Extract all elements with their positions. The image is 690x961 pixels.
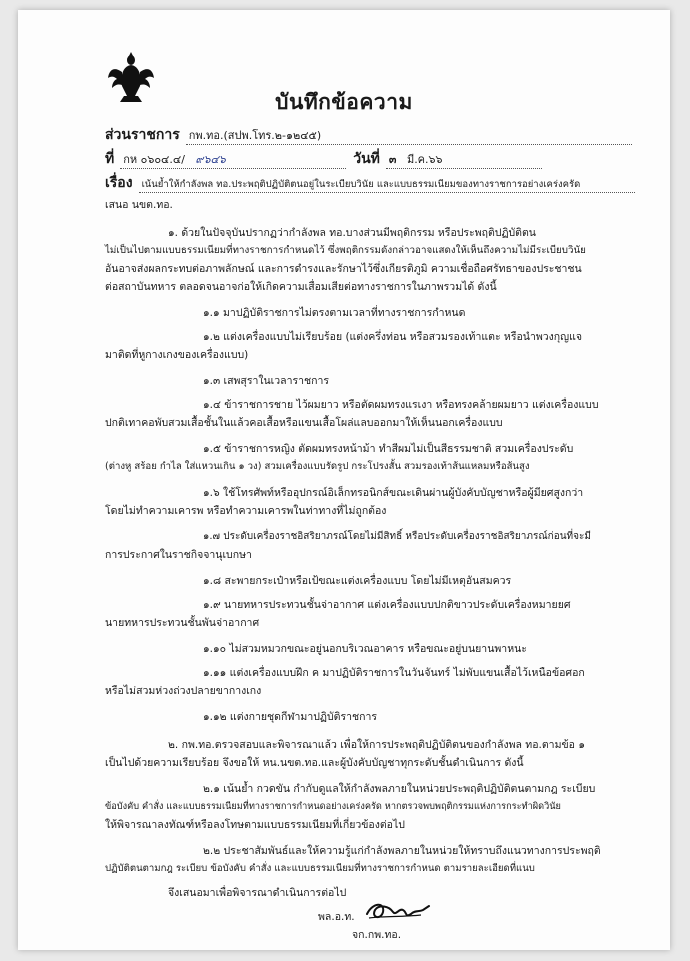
- memo-page: [18, 10, 670, 950]
- body-line: ข้อบังคับ คำสั่ง และแบบธรรมเนียมที่ทางราชการกำหนดอย่างเคร่งครัด หากตรวจพบพฤติกรรมแห่งการกระทำผิดวินัย: [105, 801, 561, 812]
- body-line: เป็นไปด้วยความเรียบร้อย จึงขอให้ หน.นขต.ทอ.และผู้บังคับบัญชาทุกระดับชั้นดำเนินการ ดังนี้: [105, 757, 524, 769]
- body-line: ๒.๑ เน้นย้ำ กวดขัน กำกับดูแลให้กำลังพลภายในหน่วยประพฤติปฏิบัติตนตามกฎ ระเบียบ: [203, 783, 596, 795]
- body-line: ๑. ด้วยในปัจจุบันปรากฏว่ากำลังพล ทอ.บางส่วนมีพฤติกรรม หรือประพฤติปฏิบัติตน: [168, 227, 536, 239]
- handwritten-signature: [363, 898, 433, 924]
- body-line: ๑.๑ มาปฏิบัติราชการไม่ตรงตามเวลาที่ทางราชการกำหนด: [203, 307, 466, 319]
- body-line: ๑.๗ ประดับเครื่องราชอิสริยาภรณ์โดยไม่มีสิทธิ์ หรือประดับเครื่องราชอิสริยาภรณ์ก่อนที่จะมี: [203, 531, 591, 542]
- body-line: จึงเสนอมาเพื่อพิจารณาดำเนินการต่อไป: [168, 887, 347, 899]
- reference-value: กห ๐๖๐๔.๔/: [123, 153, 185, 166]
- body-line: ให้พิจารณาลงทัณฑ์หรือลงโทษตามแบบธรรมเนียมที่เกี่ยวข้องต่อไป: [105, 819, 405, 831]
- page-title: บันทึกข้อความ: [275, 90, 413, 114]
- body-line: ๑.๔ ข้าราชการชาย ไว้ผมยาว หรือตัดผมทรงแรเงา หรือทรงคล้ายผมยาว แต่งเครื่องแบบ: [203, 399, 599, 411]
- body-line: (ต่างหู สร้อย กำไล ใส่แหวนเกิน ๑ วง) สวมเครื่องแบบรัดรูป กระโปรงสั้น สวมรองเท้าส้นแหลมหรือส้นสูง: [105, 461, 530, 472]
- body-line: ๑.๕ ข้าราชการหญิง ตัดผมทรงหน้าม้า ทำสีผมไม่เป็นสีธรรมชาติ สวมเครื่องประดับ: [203, 443, 574, 455]
- body-line: ๑.๙ นายทหารประทวนชั้นจ่าอากาศ แต่งเครื่องแบบปกติขาวประดับเครื่องหมายยศ: [203, 599, 571, 611]
- reference-line: [105, 148, 542, 170]
- signer-rank: พล.อ.ท.: [318, 911, 355, 923]
- body-line: โดยไม่ทำความเคารพ หรือทำความเคารพในท่าทางที่ไม่ถูกต้อง: [105, 505, 387, 517]
- addressee: เสนอ นขต.ทอ.: [105, 199, 173, 211]
- date-day: ๓: [388, 153, 397, 166]
- body-line: ๑.๖ ใช้โทรศัพท์หรืออุปกรณ์อิเล็กทรอนิกส์ขณะเดินผ่านผู้บังคับบัญชาหรือผู้มียศสูงกว่า: [203, 487, 584, 499]
- body-line: ๑.๑๐ ไม่สวมหมวกขณะอยู่นอกบริเวณอาคาร หรือขณะอยู่บนยานพาหนะ: [203, 643, 527, 655]
- subject-value: เน้นย้ำให้กำลังพล ทอ.ประพฤติปฏิบัติตนอยู่ในระเบียบวินัย และแบบธรรมเนียมของทางราชการอย่างเคร่งครัด: [139, 177, 635, 193]
- body-line: ๒.๒ ประชาสัมพันธ์และให้ความรู้แก่กำลังพลภายในหน่วยให้ทราบถึงแนวทางการประพฤติ: [203, 845, 601, 857]
- subject-line: [105, 172, 635, 194]
- body-line: มาติดที่หูกางเกงของเครื่องแบบ): [105, 349, 249, 361]
- date-month-year: มี.ค.๖๖: [406, 153, 443, 166]
- reference-value-group: [120, 150, 346, 169]
- body-line: ปฏิบัติตนตามกฎ ระเบียบ ข้อบังคับ คำสั่ง และแบบธรรมเนียมที่ทางราชการกำหนด ตามรายละเอียดที่แนบ: [105, 863, 535, 874]
- agency-label: ส่วนราชการ: [105, 127, 180, 143]
- body-line: ๑.๑๑ แต่งเครื่องแบบฝึก ค มาปฏิบัติราชการในวันจันทร์ ไม่พับแขนเสื้อไว้เหนือข้อศอก: [203, 667, 585, 679]
- body-line: ไม่เป็นไปตามแบบธรรมเนียมที่ทางราชการกำหนดไว้ ซึ่งพฤติกรรมดังกล่าวอาจแสดงให้เห็นถึงความไม่มีระเบียบวินัย: [105, 245, 586, 256]
- agency-value: กพ.ทอ.(สปพ.โทร.๒-๑๒๔๕): [186, 126, 632, 145]
- date-label: วันที่: [353, 151, 380, 167]
- subject-label: เรื่อง: [105, 175, 133, 191]
- body-line: นายทหารประทวนชั้นพันจ่าอากาศ: [105, 617, 260, 629]
- body-line: ๑.๑๒ แต่งกายชุดกีฬามาปฏิบัติราชการ: [203, 711, 377, 723]
- body-line: ๑.๒ แต่งเครื่องแบบไม่เรียบร้อย (แต่งครึ่งท่อน หรือสวมรองเท้าแตะ หรือนำพวงกุญแจ: [203, 331, 583, 343]
- body-line: หรือไม่สวมห่วงถ่วงปลายขากางเกง: [105, 685, 262, 697]
- reference-label: ที่: [105, 151, 115, 167]
- body-line: ๑.๘ สะพายกระเป๋าหรือเป้ขณะแต่งเครื่องแบบ โดยไม่มีเหตุอันสมควร: [203, 575, 512, 587]
- date-value-group: [386, 150, 542, 169]
- body-line: ปกติเทาคอพับสวมเสื้อชั้นในแล้วคอเสื้อหรือแขนเสื้อโผล่แลบออกมาให้เห็นนอกเครื่องแบบ: [105, 417, 503, 429]
- signer-position: จก.กพ.ทอ.: [352, 929, 402, 941]
- body-line: ๑.๓ เสพสุราในเวลาราชการ: [203, 375, 330, 387]
- body-line: ๒. กพ.ทอ.ตรวจสอบและพิจารณาแล้ว เพื่อให้การประพฤติปฏิบัติตนของกำลังพล ทอ.ตามข้อ ๑: [168, 739, 585, 751]
- body-line: ต่อสถาบันทหาร ตลอดจนอาจก่อให้เกิดความเสื่อมเสียต่อทางราชการในภาพรวมได้ ดังนี้: [105, 281, 497, 293]
- reference-handwritten-number: ๙๖๔๖: [195, 153, 226, 166]
- body-line: การประกาศในราชกิจจานุเบกษา: [105, 549, 252, 561]
- agency-line: [105, 124, 632, 146]
- body-line: อันอาจส่งผลกระทบต่อภาพลักษณ์ และการดำรงและรักษาไว้ซึ่งเกียรติภูมิ ความเชื่อถือศรัทธาของประชาชน: [105, 263, 582, 275]
